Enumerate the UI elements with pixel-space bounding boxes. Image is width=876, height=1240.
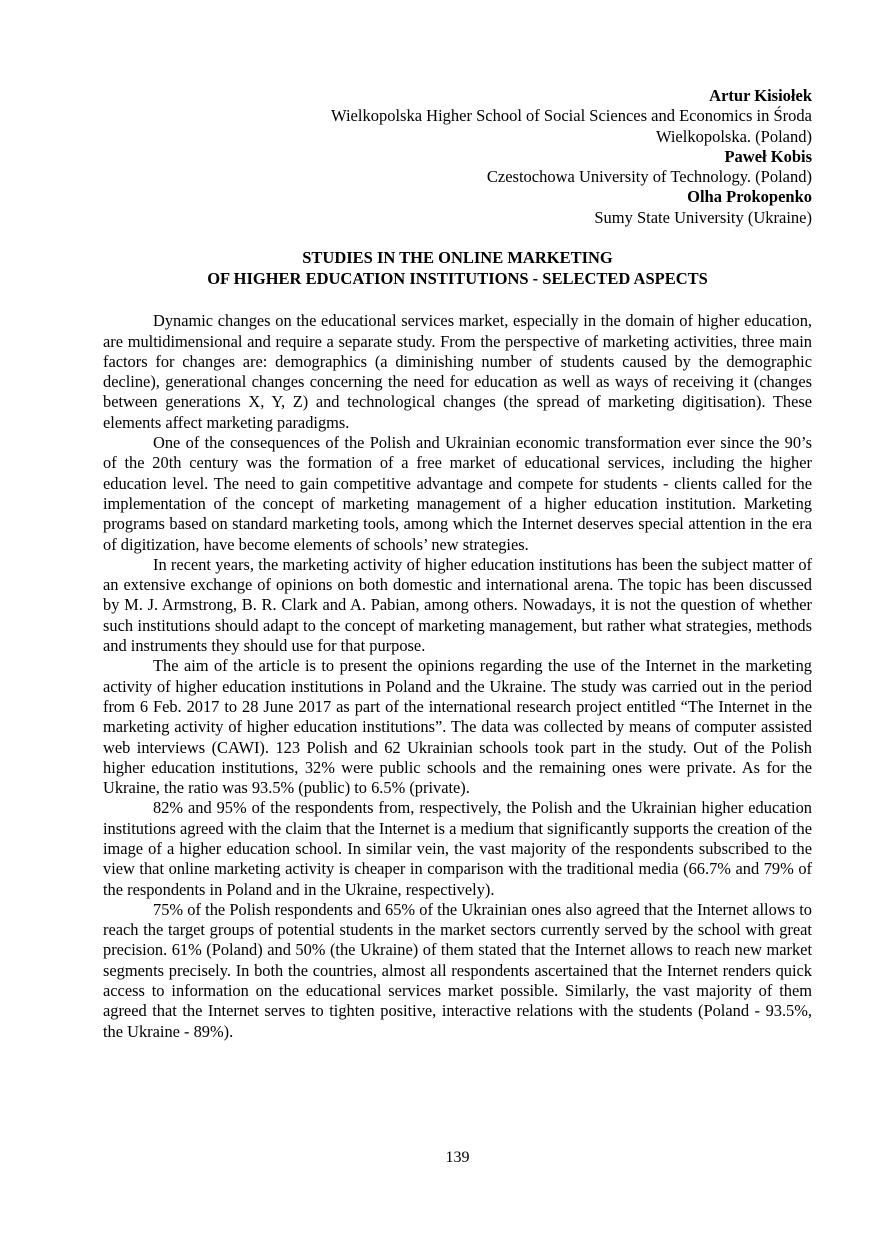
paper-title [103, 248, 812, 289]
paragraph-1: Dynamic changes on the educational services market, especially in the domain of higher education, are multidimensional and require a separate study. From the perspective of marketing activities, three main factors for changes are: demographics (a diminishing number of students caused by the demographic decline), generational changes concerning the need for education as well as ways of receiving it (changes between generations X, Y, Z) and technological changes (the spread of marketing digitisation). These elements affect marketing paradigms. [103, 311, 812, 432]
author-block [103, 86, 812, 228]
paragraph-6: 75% of the Polish respondents and 65% of the Ukrainian ones also agreed that the Internet allows to reach the target groups of potential students in the market sectors currently served by the school with great precision. 61% (Poland) and 50% (the Ukraine) of them stated that the Internet allows to reach new market segments precisely. In both the countries, almost all respondents ascertained that the Internet renders quick access to information on the educational services market possible. Similarly, the vast majority of them agreed that the Internet serves to tighten positive, interactive relations with the students (Poland - 93.5%, the Ukraine - 89%). [103, 899, 812, 1041]
paper-title-line-1: STUDIES IN THE ONLINE MARKETING [302, 248, 613, 268]
article-body [103, 311, 812, 1042]
author-affiliation-line: Wielkopolska. (Poland) [655, 126, 812, 146]
author-affiliation-line: Czestochowa University of Technology. (Poland) [486, 167, 812, 187]
paragraph-3: In recent years, the marketing activity of higher education institutions has been the subject matter of an extensive exchange of opinions on both domestic and international arena. The topic has been discussed by M. J. Armstrong, B. R. Clark and A. Pabian, among others. Nowadays, it is not the question of whether such institutions should adapt to the concept of marketing management, but rather what strategies, methods and instruments they should use for that purpose. [103, 554, 812, 656]
author-name: Artur Kisiołek [709, 86, 812, 105]
author-affiliation-line: Wielkopolska Higher School of Social Sciences and Economics in Środa [331, 106, 812, 126]
paragraph-5: 82% and 95% of the respondents from, respectively, the Polish and the Ukrainian higher education institutions agreed with the claim that the Internet is a medium that significantly supports the creation of the image of a higher education school. In similar vein, the vast majority of the respondents subscribed to the view that online marketing activity is cheaper in comparison with the traditional media (66.7% and 79% of the respondents in Poland and in the Ukraine, respectively). [103, 798, 812, 899]
page-number: 139 [445, 1149, 470, 1166]
paragraph-2: One of the consequences of the Polish and Ukrainian economic transformation ever since the 90’s of the 20th century was the formation of a free market of educational services, including the higher education level. The need to gain competitive advantage and compete for students - clients called for the implementation of the concept of marketing management of a higher education institution. Marketing programs based on standard marketing tools, among which the Internet deserves special attention in the era of digitization, have become elements of schools’ new strategies. [103, 433, 812, 554]
author-affiliation-line: Sumy State University (Ukraine) [594, 207, 812, 227]
paper-title-line-2: OF HIGHER EDUCATION INSTITUTIONS - SELECTED ASPECTS [207, 268, 708, 288]
author-name: Paweł Kobis [724, 146, 812, 166]
paragraph-4: The aim of the article is to present the opinions regarding the use of the Internet in the marketing activity of higher education institutions in Poland and the Ukraine. The study was carried out in the period from 6 Feb. 2017 to 28 June 2017 as part of the international research project entitled “The Internet in the marketing activity of higher education institutions”. The data was collected by means of computer assisted web interviews (CAWI). 123 Polish and 62 Ukrainian schools took part in the study. Out of the Polish higher education institutions, 32% were public schools and the remaining ones were private. As for the Ukraine, the ratio was 93.5% (public) to 6.5% (private). [103, 656, 812, 798]
author-name: Olha Prokopenko [687, 187, 812, 207]
